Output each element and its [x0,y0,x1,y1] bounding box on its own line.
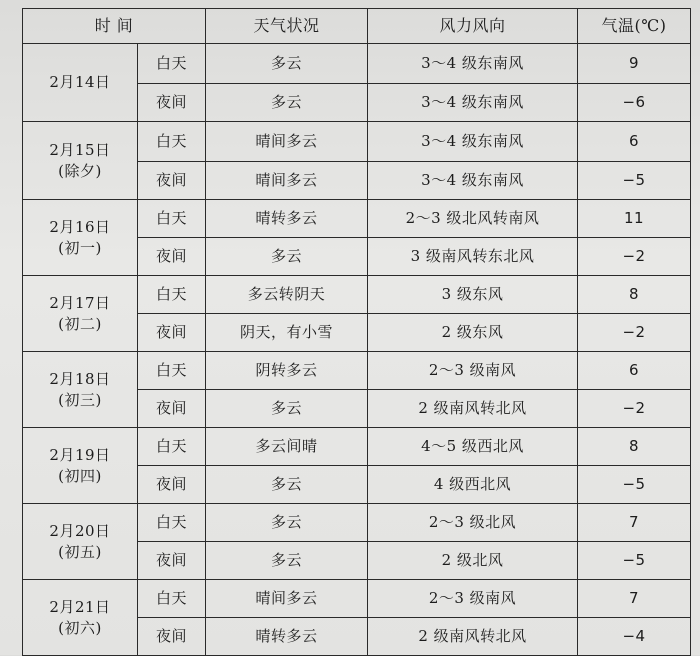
table-row [23,200,691,238]
table-row [23,44,691,84]
header-wind: 风力风向 [368,9,578,44]
table-body [23,44,691,656]
date-cell [23,44,138,122]
wind-cell: 4 级西北风 [368,466,578,504]
period-cell: 夜间 [138,618,206,656]
period-cell: 夜间 [138,542,206,580]
period-cell: 白天 [138,580,206,618]
header-time: 时 间 [23,9,206,44]
wind-cell: 2 级东风 [368,314,578,352]
temperature-cell: 8 [578,428,691,466]
temperature-cell: −5 [578,466,691,504]
date-cell [23,200,138,276]
lunar-note: (初一) [58,238,102,257]
condition-cell: 多云 [206,84,368,122]
temperature-cell: 7 [578,580,691,618]
wind-cell: 2～3 级北风 [368,504,578,542]
period-cell: 白天 [138,44,206,84]
table-row [23,428,691,466]
condition-cell: 多云 [206,44,368,84]
period-cell: 夜间 [138,84,206,122]
lunar-note: (初六) [58,618,102,637]
wind-cell: 3～4 级东南风 [368,122,578,162]
condition-cell: 多云 [206,504,368,542]
temperature-cell: −2 [578,314,691,352]
temperature-cell: −5 [578,162,691,200]
temperature-cell: 7 [578,504,691,542]
temperature-cell: −2 [578,238,691,276]
date-label: 2月15日 [49,141,111,160]
wind-cell: 3～4 级东南风 [368,84,578,122]
temperature-cell: 9 [578,44,691,84]
date-label: 2月16日 [49,218,111,237]
temperature-cell: 6 [578,122,691,162]
condition-cell: 晴转多云 [206,200,368,238]
header-condition: 天气状况 [206,9,368,44]
wind-cell: 2 级南风转北风 [368,390,578,428]
wind-cell: 2 级北风 [368,542,578,580]
condition-cell: 晴间多云 [206,122,368,162]
date-label: 2月18日 [49,370,111,389]
period-cell: 夜间 [138,314,206,352]
temperature-cell: −5 [578,542,691,580]
wind-cell: 3～4 级东南风 [368,44,578,84]
condition-cell: 多云 [206,466,368,504]
table-row [23,580,691,618]
condition-cell: 多云间晴 [206,428,368,466]
wind-cell: 2～3 级南风 [368,580,578,618]
wind-cell: 3～4 级东南风 [368,162,578,200]
temperature-cell: −2 [578,390,691,428]
weather-forecast-sheet [22,8,690,650]
period-cell: 夜间 [138,466,206,504]
condition-cell: 阴天，有小雪 [206,314,368,352]
wind-cell: 2～3 级南风 [368,352,578,390]
date-cell [23,122,138,200]
condition-cell: 阴转多云 [206,352,368,390]
condition-cell: 晴间多云 [206,580,368,618]
condition-cell: 多云 [206,390,368,428]
temperature-cell: 6 [578,352,691,390]
period-cell: 夜间 [138,238,206,276]
condition-cell: 多云 [206,542,368,580]
date-label: 2月20日 [49,522,111,541]
date-label: 2月17日 [49,294,111,313]
date-cell [23,352,138,428]
temperature-cell: −4 [578,618,691,656]
condition-cell: 晴转多云 [206,618,368,656]
wind-cell: 2 级南风转北风 [368,618,578,656]
condition-cell: 多云 [206,238,368,276]
table-row [23,504,691,542]
header-temperature: 气温(℃) [578,9,691,44]
temperature-cell: 8 [578,276,691,314]
period-cell: 白天 [138,276,206,314]
header-row [23,9,691,44]
date-label: 2月19日 [49,446,111,465]
period-cell: 白天 [138,122,206,162]
temperature-cell: −6 [578,84,691,122]
period-cell: 白天 [138,200,206,238]
lunar-note: (初五) [58,542,102,561]
date-cell [23,276,138,352]
period-cell: 夜间 [138,390,206,428]
date-cell [23,504,138,580]
date-label: 2月14日 [49,73,111,92]
date-label: 2月21日 [49,598,111,617]
period-cell: 白天 [138,352,206,390]
condition-cell: 晴间多云 [206,162,368,200]
condition-cell: 多云转阴天 [206,276,368,314]
date-cell [23,428,138,504]
wind-cell: 2～3 级北风转南风 [368,200,578,238]
table-row [23,352,691,390]
lunar-note: (除夕) [58,161,102,180]
temperature-cell: 11 [578,200,691,238]
weather-forecast-table [22,8,691,656]
wind-cell: 3 级南风转东北风 [368,238,578,276]
period-cell: 夜间 [138,162,206,200]
period-cell: 白天 [138,504,206,542]
date-cell [23,580,138,656]
lunar-note: (初三) [58,390,102,409]
lunar-note: (初四) [58,466,102,485]
lunar-note: (初二) [58,314,102,333]
wind-cell: 3 级东风 [368,276,578,314]
table-row [23,122,691,162]
table-row [23,276,691,314]
period-cell: 白天 [138,428,206,466]
wind-cell: 4～5 级西北风 [368,428,578,466]
